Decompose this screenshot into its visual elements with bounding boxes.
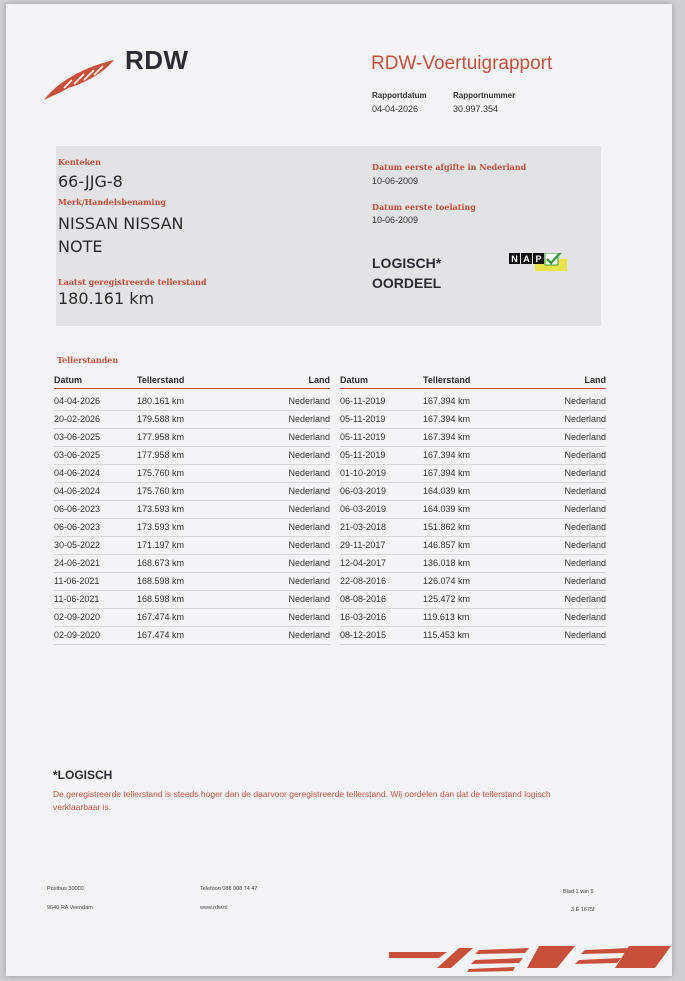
- footer-city: 9640 RA Veendam: [47, 905, 93, 911]
- cell-date: 03-06-2025: [54, 450, 101, 460]
- table-row: [54, 482, 330, 501]
- table-row: [54, 446, 330, 465]
- cell-odometer: 167.394 km: [423, 468, 471, 478]
- cell-date: 08-08-2016: [340, 594, 387, 604]
- cell-date: 12-04-2017: [340, 558, 387, 568]
- report-date: 04-04-2026: [372, 104, 419, 114]
- cell-date: 05-11-2019: [340, 450, 386, 460]
- cell-odometer: 151.862 km: [423, 522, 471, 532]
- table-row: [54, 410, 330, 429]
- cell-odometer: 146.857 km: [423, 540, 471, 550]
- cell-country: Nederland: [564, 540, 606, 550]
- cell-country: Nederland: [288, 414, 330, 424]
- table-row: [340, 428, 606, 447]
- cell-date: 24-06-2021: [54, 558, 101, 568]
- footer-web: www.rdw.nl: [200, 905, 228, 911]
- cell-odometer: 164.039 km: [423, 504, 471, 514]
- cell-date: 16-03-2016: [340, 612, 387, 622]
- cell-date: 06-06-2023: [54, 522, 101, 532]
- table-row: [54, 518, 330, 537]
- cell-country: Nederland: [564, 396, 606, 406]
- cell-date: 06-11-2019: [340, 396, 386, 406]
- cell-country: Nederland: [564, 522, 606, 532]
- cell-country: Nederland: [564, 612, 606, 622]
- cell-date: 02-09-2020: [54, 612, 101, 622]
- cell-country: Nederland: [564, 450, 606, 460]
- report-title: RDW-Voertuigrapport: [371, 53, 553, 74]
- cell-date: 04-06-2024: [54, 468, 101, 478]
- verdict-line2: OORDEEL: [372, 275, 442, 291]
- plate-label: Kenteken: [58, 157, 101, 167]
- table-row: [340, 536, 606, 555]
- brand-name: RDW: [125, 45, 189, 75]
- report-number: 30.997.354: [453, 104, 499, 114]
- cell-date: 06-03-2019: [340, 504, 387, 514]
- verdict-line1: LOGISCH*: [372, 255, 442, 271]
- cell-date: 30-05-2022: [54, 540, 101, 550]
- table-row: [54, 500, 330, 519]
- first-issue-nl-label: Datum eerste afgifte in Nederland: [372, 162, 527, 172]
- col-header-odometer: Tellerstand: [423, 375, 471, 385]
- cell-odometer: 167.474 km: [137, 630, 185, 640]
- cell-date: 11-06-2021: [54, 594, 100, 604]
- make-line2: NOTE: [58, 237, 103, 256]
- table-row: [340, 464, 606, 483]
- table-row: [54, 464, 330, 483]
- cell-odometer: 136.018 km: [423, 558, 471, 568]
- cell-country: Nederland: [288, 450, 330, 460]
- cell-date: 22-08-2016: [340, 576, 387, 586]
- table-row: [54, 554, 330, 573]
- cell-country: Nederland: [288, 576, 330, 586]
- first-admission-value: 10-06-2009: [372, 215, 419, 225]
- table-row: [54, 536, 330, 555]
- table-row: [54, 590, 330, 609]
- cell-odometer: 171.197 km: [137, 540, 185, 550]
- header-rule: [54, 388, 330, 389]
- cell-odometer: 168.598 km: [137, 576, 185, 586]
- cell-odometer: 177.958 km: [137, 450, 185, 460]
- cell-odometer: 175.760 km: [137, 486, 185, 496]
- table-row: [340, 482, 606, 501]
- cell-country: Nederland: [564, 558, 606, 568]
- cell-country: Nederland: [564, 630, 606, 640]
- make-line1: NISSAN NISSAN: [58, 214, 184, 233]
- cell-date: 08-12-2015: [340, 630, 387, 640]
- cell-odometer: 180.161 km: [137, 396, 185, 406]
- table-row: [54, 626, 330, 645]
- cell-country: Nederland: [564, 468, 606, 478]
- table-row: [54, 572, 330, 591]
- cell-country: Nederland: [564, 576, 606, 586]
- cell-country: Nederland: [288, 540, 330, 550]
- cell-country: Nederland: [288, 486, 330, 496]
- cell-date: 21-03-2018: [340, 522, 387, 532]
- table-row: [340, 500, 606, 519]
- table-row: [340, 518, 606, 537]
- cell-odometer: 173.593 km: [137, 504, 185, 514]
- cell-date: 05-11-2019: [340, 432, 386, 442]
- cell-odometer: 168.673 km: [137, 558, 185, 568]
- cell-odometer: 173.593 km: [137, 522, 185, 532]
- cell-country: Nederland: [288, 558, 330, 568]
- cell-date: 20-02-2026: [54, 414, 101, 424]
- cell-odometer: 125.472 km: [423, 594, 471, 604]
- report-date-label: Rapportdatum: [372, 91, 427, 100]
- col-header-date: Datum: [54, 375, 83, 385]
- table-row: [340, 446, 606, 465]
- table-row: [340, 626, 606, 645]
- cell-odometer: 167.394 km: [423, 396, 471, 406]
- readings-section-label: Tellerstanden: [57, 355, 119, 365]
- note-title: *LOGISCH: [53, 768, 113, 782]
- rdw-feather-logo-icon: [42, 58, 118, 102]
- cell-date: 06-03-2019: [340, 486, 387, 496]
- cell-country: Nederland: [288, 594, 330, 604]
- cell-country: Nederland: [564, 594, 606, 604]
- cell-country: Nederland: [288, 522, 330, 532]
- cell-odometer: 119.613 km: [423, 612, 470, 622]
- first-issue-nl-value: 10-06-2009: [372, 176, 419, 186]
- col-header-country: Land: [308, 375, 330, 385]
- nap-letter-p: P: [535, 254, 542, 264]
- table-row: [340, 572, 606, 591]
- rdw-stripes-logo-icon: [389, 942, 671, 972]
- cell-odometer: 167.394 km: [423, 414, 471, 424]
- cell-date: 01-10-2019: [340, 468, 387, 478]
- cell-country: Nederland: [288, 630, 330, 640]
- cell-odometer: 168.598 km: [137, 594, 185, 604]
- cell-country: Nederland: [564, 504, 606, 514]
- cell-country: Nederland: [288, 468, 330, 478]
- cell-country: Nederland: [564, 432, 606, 442]
- plate-value: 66-JJG-8: [58, 172, 123, 191]
- table-row: [340, 392, 606, 411]
- cell-odometer: 126.074 km: [423, 576, 471, 586]
- report-page: [6, 4, 672, 976]
- report-number-label: Rapportnummer: [453, 91, 516, 100]
- cell-odometer: 177.958 km: [137, 432, 185, 442]
- cell-country: Nederland: [288, 432, 330, 442]
- first-admission-label: Datum eerste toelating: [372, 202, 476, 212]
- nap-letter-a: A: [523, 254, 530, 264]
- cell-date: 11-06-2021: [54, 576, 100, 586]
- cell-date: 29-11-2017: [340, 540, 386, 550]
- cell-date: 06-06-2023: [54, 504, 101, 514]
- note-text: De geregistreerde tellerstand is steeds hoger dan de daarvoor geregistreerde tellerstand. Wij oordelen dan dat de tellerstand logisch verklaarbaar is.: [53, 789, 551, 812]
- col-header-odometer: Tellerstand: [137, 375, 185, 385]
- cell-date: 04-06-2024: [54, 486, 101, 496]
- verdict: [372, 253, 441, 293]
- header-rule: [340, 388, 606, 389]
- cell-date: 03-06-2025: [54, 432, 101, 442]
- odometer-label: Laatst geregistreerde tellerstand: [58, 277, 207, 287]
- cell-odometer: 175.760 km: [137, 468, 185, 478]
- cell-country: Nederland: [564, 414, 606, 424]
- table-row: [340, 410, 606, 429]
- table-row: [340, 608, 606, 627]
- cell-date: 04-04-2026: [54, 396, 101, 406]
- cell-odometer: 179.588 km: [137, 414, 185, 424]
- cell-odometer: 115.453 km: [423, 630, 470, 640]
- footer-phone: Telefoon 088 008 74 47: [200, 886, 258, 892]
- cell-date: 02-09-2020: [54, 630, 101, 640]
- cell-country: Nederland: [288, 612, 330, 622]
- table-row: [340, 590, 606, 609]
- footer-postbus: Postbus 30000: [47, 886, 84, 892]
- nap-check-badge-icon: [509, 253, 567, 271]
- nap-letter-n: N: [511, 254, 518, 264]
- cell-odometer: 164.039 km: [423, 486, 471, 496]
- cell-odometer: 167.394 km: [423, 432, 471, 442]
- col-header-date: Datum: [340, 375, 369, 385]
- col-header-country: Land: [584, 375, 606, 385]
- cell-date: 05-11-2019: [340, 414, 386, 424]
- cell-country: Nederland: [564, 486, 606, 496]
- table-row: [54, 428, 330, 447]
- table-row: [54, 608, 330, 627]
- footer-code: 3 E 1675f: [571, 907, 595, 913]
- make-label: Merk/Handelsbenaming: [58, 197, 167, 207]
- footer-page: Blad 1 van 5: [563, 889, 594, 895]
- cell-country: Nederland: [288, 396, 330, 406]
- table-row: [340, 554, 606, 573]
- cell-odometer: 167.474 km: [137, 612, 185, 622]
- odometer-value: 180.161 km: [58, 289, 155, 308]
- cell-country: Nederland: [288, 504, 330, 514]
- table-row: [54, 392, 330, 411]
- cell-odometer: 167.394 km: [423, 450, 471, 460]
